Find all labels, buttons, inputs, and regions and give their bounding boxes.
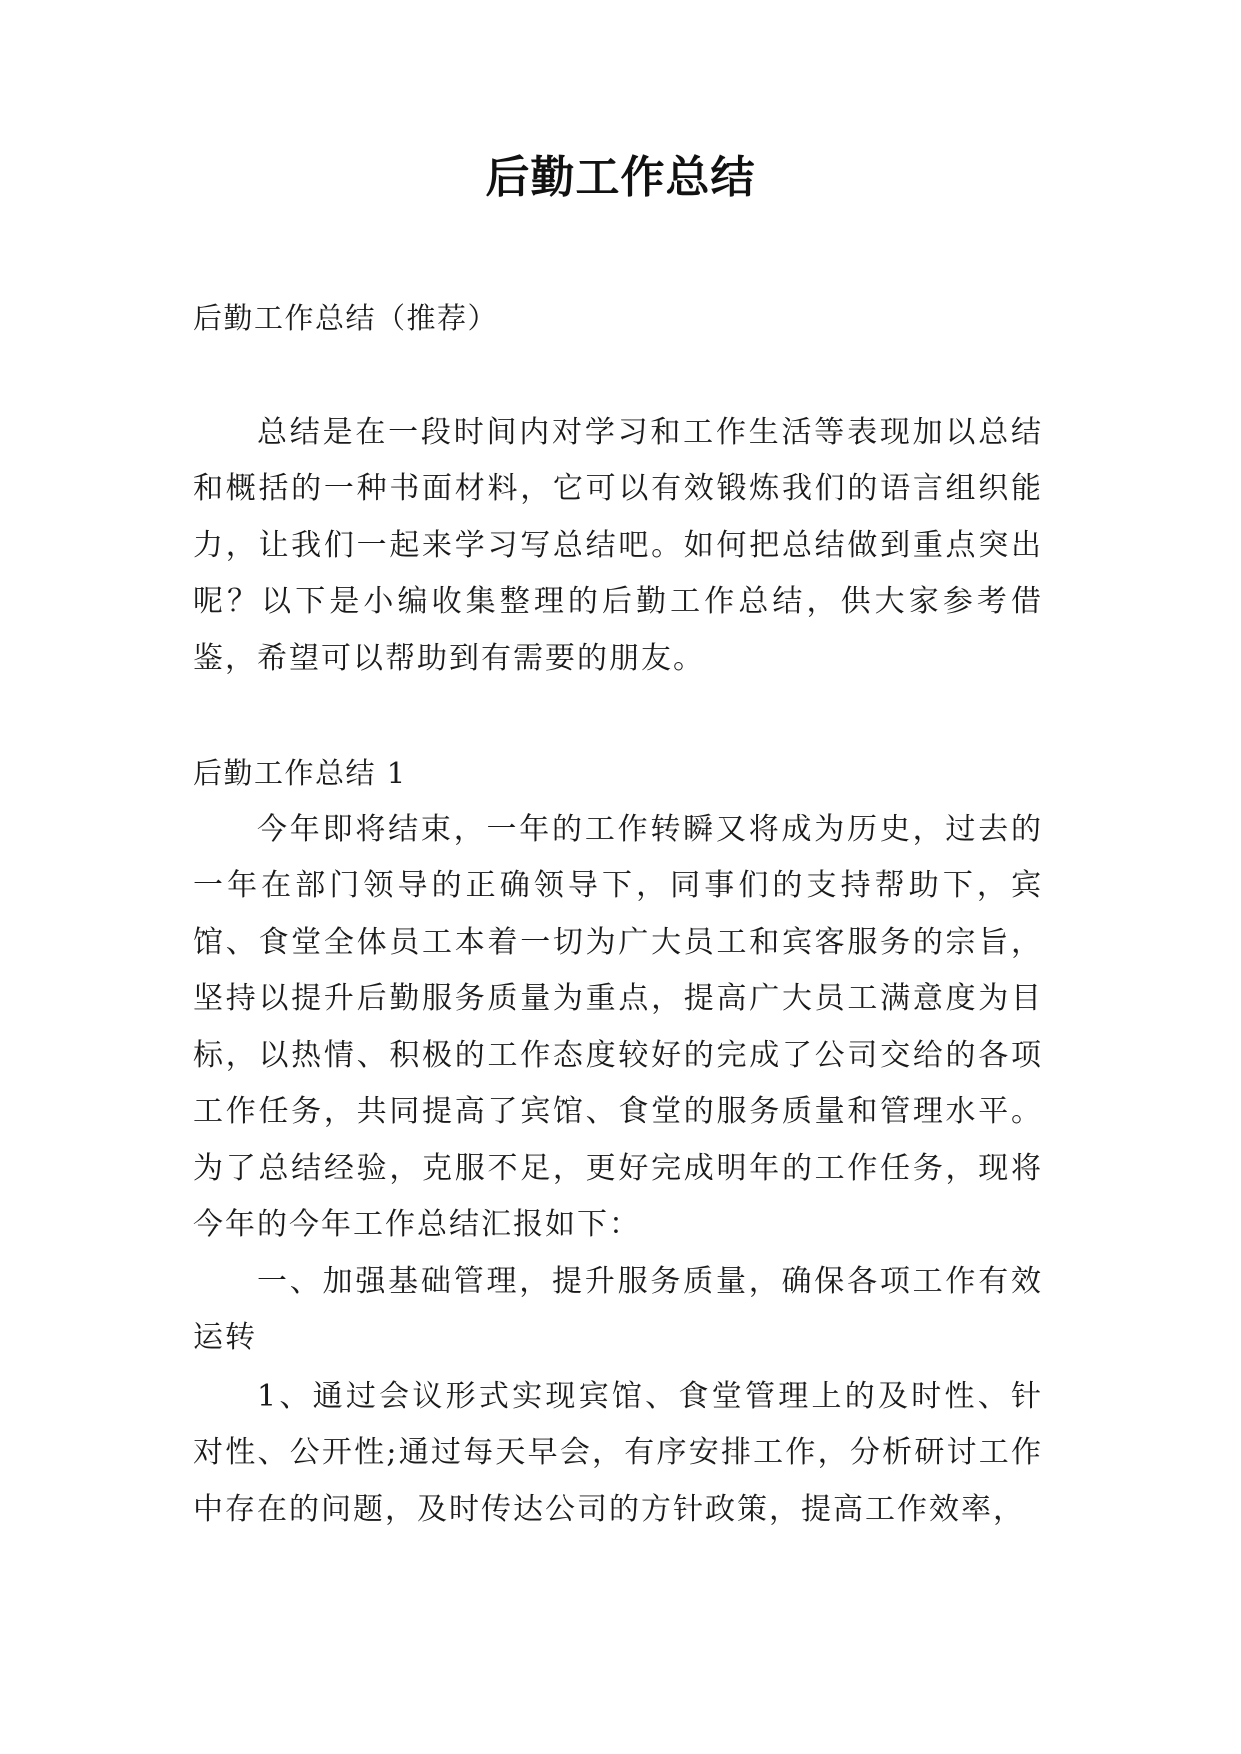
spacer [193, 347, 1043, 405]
intro-paragraph: 总结是在一段时间内对学习和工作生活等表现加以总结和概括的一种书面材料，它可以有效锻炼我们的语言组织能力，让我们一起来学习写总结吧。如何把总结做到重点突出呢？以下是小编收集整理的后勤工作总结，供大家参考借鉴，希望可以帮助到有需要的朋友。 [193, 414, 1043, 676]
body-paragraph-1: 今年即将结束，一年的工作转瞬又将成为历史，过去的一年在部门领导的正确领导下，同事们的支持帮助下，宾馆、食堂全体员工本着一切为广大员工和宾客服务的宗旨，坚持以提升后勤服务质量为重点，提高广大员工满意度为目标，以热情、积极的工作态度较好的完成了公司交给的各项工作任务，共同提高了宾馆、食堂的服务质量和管理水平。为了总结经验，克服不足，更好完成明年的工作任务，现将今年的今年工作总结汇报如下： [193, 811, 1043, 1242]
document-body [193, 290, 1043, 1538]
document-title: 后勤工作总结 [485, 152, 756, 203]
body-paragraph-2: 一、加强基础管理，提升服务质量，确保各项工作有效运转 [193, 1263, 1043, 1355]
body-paragraph-3: 1、通过会议形式实现宾馆、食堂管理上的及时性、针对性、公开性;通过每天早会，有序安排工作，分析研讨工作中存在的问题，及时传达公司的方针政策，提高工作效率， [193, 1378, 1043, 1527]
spacer [193, 687, 1043, 745]
section-heading: 后勤工作总结 1 [193, 756, 407, 790]
document-subtitle: 后勤工作总结（推荐） [193, 301, 499, 335]
